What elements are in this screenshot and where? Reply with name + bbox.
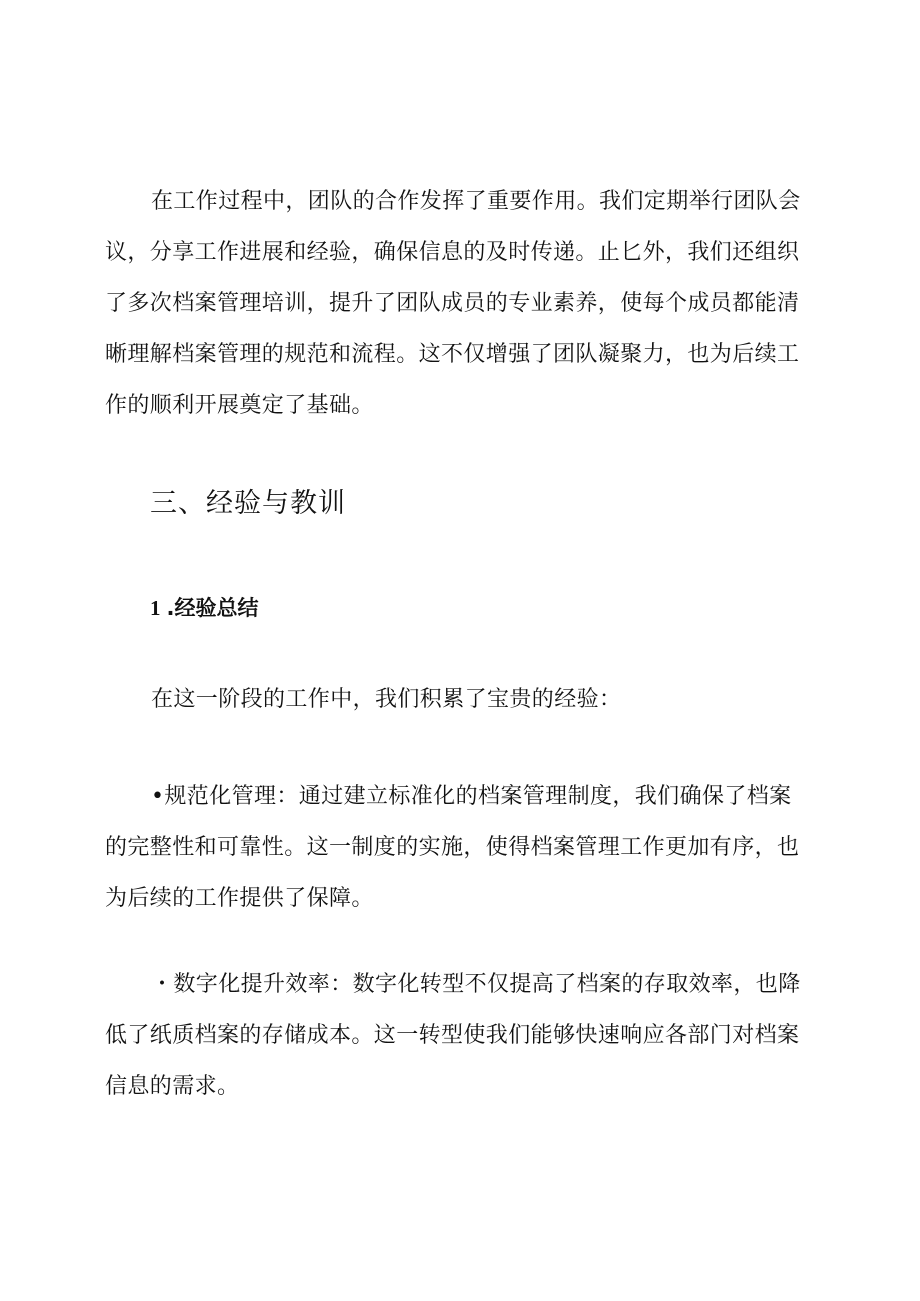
subsection-number: 1: [150, 596, 161, 620]
paragraph-line: 为后续的工作提供了保障。: [105, 886, 374, 911]
bullet-digital-efficiency: [105, 959, 825, 1112]
paragraph-team-cooperation: [105, 176, 825, 431]
paragraph-line: ・数字化提升效率：数字化转型不仅提高了档案的存取效率，也降: [151, 972, 801, 997]
paragraph-line: 信息的需求。: [105, 1074, 240, 1099]
intro-sentence: [105, 674, 825, 725]
subsection-title: .经验总结: [166, 596, 259, 620]
paragraph-line: 低了纸质档案的存储成本。这一转型使我们能够快速响应各部门对档案: [105, 1023, 800, 1048]
paragraph-line: •规范化管理：通过建立标准化的档案管理制度，我们确保了档案: [151, 784, 792, 809]
paragraph-line: 议，分享工作进展和经验，确保信息的及时传递。止匕外，我们还组织: [105, 240, 800, 265]
bullet-standardized-management: [105, 771, 825, 924]
paragraph-line: 的完整性和可靠性。这一制度的实施，使得档案管理工作更加有序，也: [105, 835, 800, 860]
section-heading: 三、经验与教训: [150, 488, 346, 519]
paragraph-line: 在这一阶段的工作中，我们积累了宝贵的经验：: [151, 687, 622, 712]
paragraph-line: 作的顺利开展奠定了基础。: [105, 393, 374, 418]
paragraph-line: 在工作过程中，团队的合作发挥了重要作用。我们定期举行团队会: [151, 189, 801, 214]
paragraph-line: 了多次档案管理培训，提升了团队成员的专业素养，使每个成员都能清: [105, 291, 800, 316]
paragraph-line: 晰理解档案管理的规范和流程。这不仅增强了团队凝聚力，也为后续工: [105, 342, 800, 367]
subsection-heading: [150, 590, 258, 626]
